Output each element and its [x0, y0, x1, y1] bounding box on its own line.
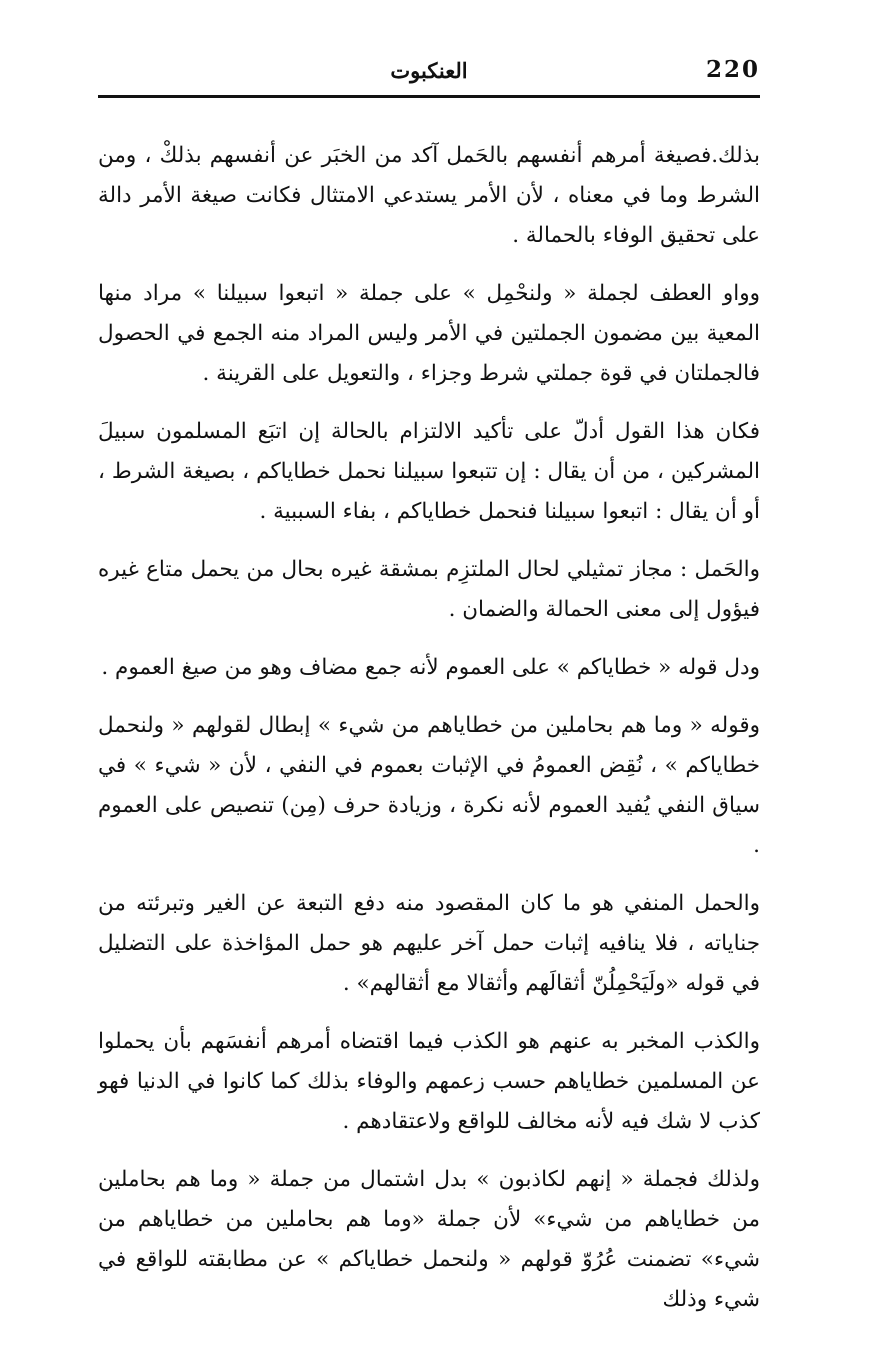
paragraph: فكان هذا القول أدلّ على تأكيد الالتزام بالحالة إن اتبَع المسلمون سبيلَ المشركين ، من أن يقال : إن تتبعوا سبيلنا نحمل خطاياكم ، بصيغة الشرط ، أو أن يقال : اتبعوا سبيلنا فنحمل خطاياكم ، بفاء السببية . [98, 419, 760, 524]
body-text [98, 136, 760, 1338]
running-title: العنكبوت [390, 58, 468, 83]
paragraph: بذلك.فصيغة أمرهم أنفسهم بالحَمل آكد من الخبَر عن أنفسهم بذلكْ ، ومن الشرط وما في معناه ، لأن الأمر يستدعي الامتثال فكانت صيغة الأمر دالة على تحقيق الوفاء بالحمالة . [98, 143, 760, 248]
paragraph: وواو العطف لجملة « ولنحْمِل » على جملة « اتبعوا سبيلنا » مراد منها المعية بين مضمون الجملتين في الأمر وليس المراد منه الجمع في الحصول فالجملتان في قوة جملتي شرط وجزاء ، والتعويل على القرينة . [98, 281, 760, 386]
paragraph: والكذب المخبر به عنهم هو الكذب فيما اقتضاه أمرهم أنفسَهم بأن يحملوا عن المسلمين خطاياهم حسب زعمهم والوفاء بذلك كما كانوا في الدنيا فهو كذب لا شك فيه لأنه مخالف للواقع ولاعتقادهم . [98, 1029, 760, 1134]
header-rule [98, 95, 760, 98]
page-number: 220 [705, 56, 760, 83]
paragraph: وقوله « وما هم بحاملين من خطاياهم من شيء » إبطال لقولهم « ولنحمل خطاياكم » ، نُقِض العمومُ في الإثبات بعموم في النفي ، لأن « شيء » في سياق النفي يُفيد العموم لأنه نكرة ، وزيادة حرف (مِن) تنصيص على العموم . [98, 713, 760, 858]
paragraph: ولذلك فجملة « إنهم لكاذبون » بدل اشتمال من جملة « وما هم بحاملين من خطاياهم من شيء» لأن جملة «وما هم بحاملين من خطاياهم من شيء» تضمنت عُرُوّ قولهم « ولنحمل خطاياكم » عن مطابقته للواقع في شيء وذلك [98, 1167, 760, 1312]
paragraph: ودل قوله « خطاياكم » على العموم لأنه جمع مضاف وهو من صيغ العموم . [101, 655, 760, 680]
paragraph: والحمل المنفي هو ما كان المقصود منه دفع التبعة عن الغير وتبرئته من جناياته ، فلا ينافيه إثبات حمل آخر عليهم هو حمل المؤاخذة على التضليل في قوله «ولَيَحْمِلُنّ أثقالَهم وأثقالا مع أثقالهم» . [98, 891, 760, 996]
page-header [98, 52, 760, 92]
paragraph: والحَمل : مجاز تمثيلي لحال الملتزِم بمشقة غيره بحال من يحمل متاع غيره فيؤول إلى معنى الحمالة والضمان . [98, 557, 760, 622]
